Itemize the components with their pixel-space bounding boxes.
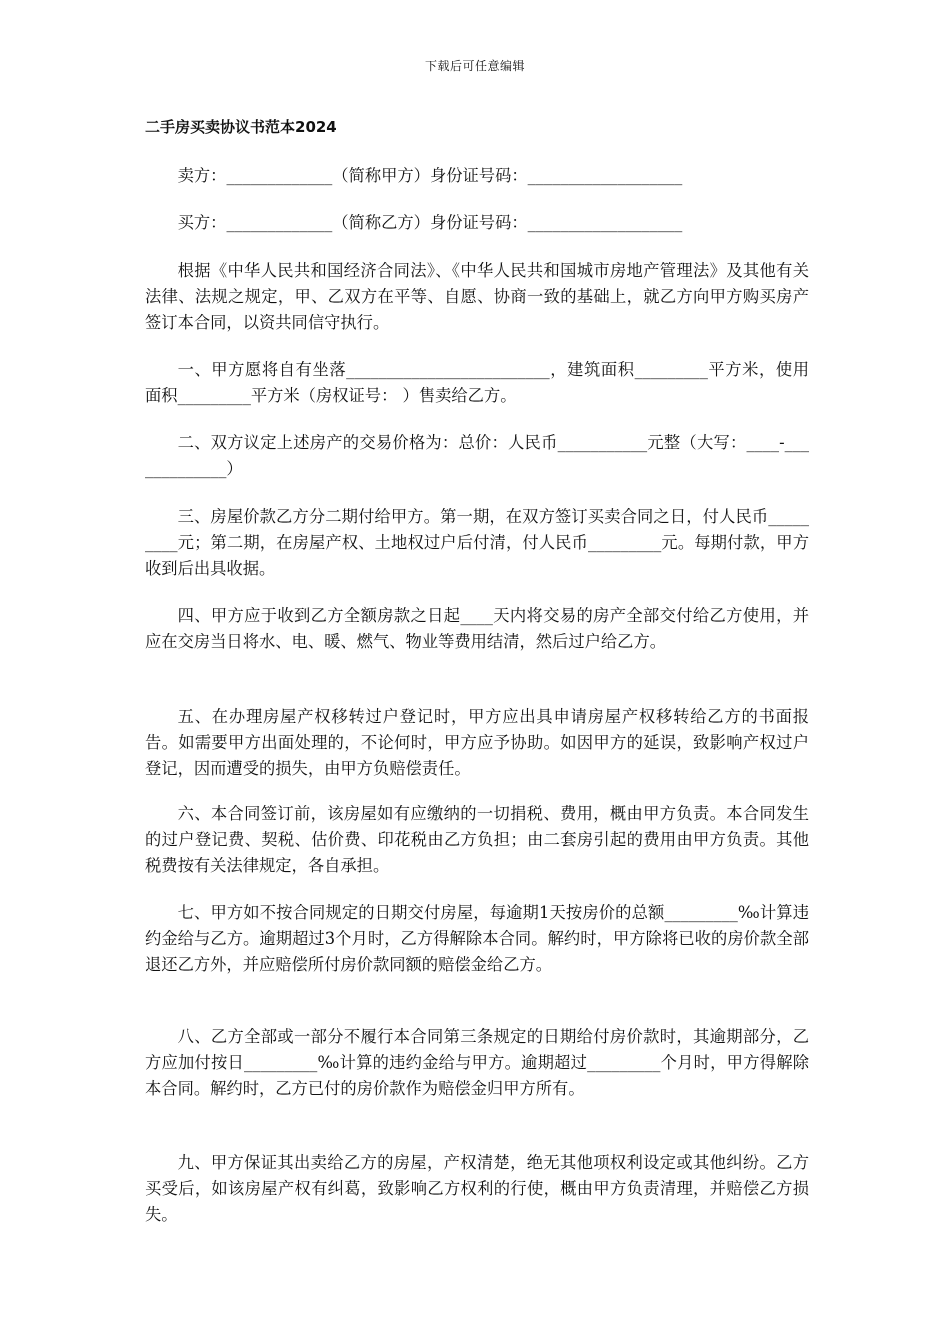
buyer-line: 买方：_____________（简称乙方）身份证号码：___________________ bbox=[177, 213, 683, 232]
document-title: 二手房买卖协议书范本2024 bbox=[145, 118, 337, 136]
clause-3: 三、房屋价款乙方分二期付给甲方。第一期，在双方签订买卖合同之日，付人民币_________元；第二期，在房屋产权、土地权过户后付清，付人民币_________元。每期付款，甲方收到后出具收据。 bbox=[145, 507, 809, 578]
clause-7: 七、甲方如不按合同规定的日期交付房屋，每逾期1天按房价的总额_________‰计算违约金给与乙方。逾期超过3个月时，乙方得解除本合同。解约时，甲方除将已收的房价款全部退还乙方外，并应赔偿所付房价款同额的赔偿金给乙方。 bbox=[145, 903, 809, 974]
seller-line: 卖方：_____________（简称甲方）身份证号码：___________________ bbox=[177, 166, 683, 185]
clause-8: 八、乙方全部或一部分不履行本合同第三条规定的日期给付房价款时，其逾期部分，乙方应加付按日_________‰计算的违约金给与甲方。逾期超过_________个月时，甲方得解除本合同。解约时，乙方已付的房价款作为赔偿金归甲方所有。 bbox=[145, 1027, 809, 1098]
clause-5: 五、在办理房屋产权移转过户登记时，甲方应出具申请房屋产权移转给乙方的书面报告。如需要甲方出面处理的，不论何时，甲方应予协助。如因甲方的延误，致影响产权过户登记，因而遭受的损失，由甲方负赔偿责任。 bbox=[145, 707, 809, 778]
clause-6: 六、本合同签订前，该房屋如有应缴纳的一切捐税、费用，概由甲方负责。本合同发生的过户登记费、契税、估价费、印花税由乙方负担；由二套房引起的费用由甲方负责。其他税费按有关法律规定，各自承担。 bbox=[145, 804, 809, 875]
clause-9: 九、甲方保证其出卖给乙方的房屋，产权清楚，绝无其他项权利设定或其他纠纷。乙方买受后，如该房屋产权有纠葛，致影响乙方权利的行使，概由甲方负责清理，并赔偿乙方损失。 bbox=[145, 1153, 809, 1224]
clause-1: 一、甲方愿将自有坐落_________________________，建筑面积_________平方米，使用面积_________平方米（房权证号： ）售卖给乙方。 bbox=[145, 360, 809, 405]
clause-2: 二、双方议定上述房产的交易价格为：总价：人民币___________元整（大写：____-_____________） bbox=[145, 433, 809, 478]
header-note: 下载后可任意编辑 bbox=[424, 59, 525, 73]
intro-paragraph: 根据《中华人民共和国经济合同法》、《中华人民共和国城市房地产管理法》及其他有关法律、法规之规定，甲、乙双方在平等、自愿、协商一致的基础上，就乙方向甲方购买房产签订本合同，以资共同信守执行。 bbox=[145, 261, 809, 332]
clause-4: 四、甲方应于收到乙方全额房款之日起____天内将交易的房产全部交付给乙方使用，并应在交房当日将水、电、暖、燃气、物业等费用结清，然后过户给乙方。 bbox=[145, 606, 809, 651]
